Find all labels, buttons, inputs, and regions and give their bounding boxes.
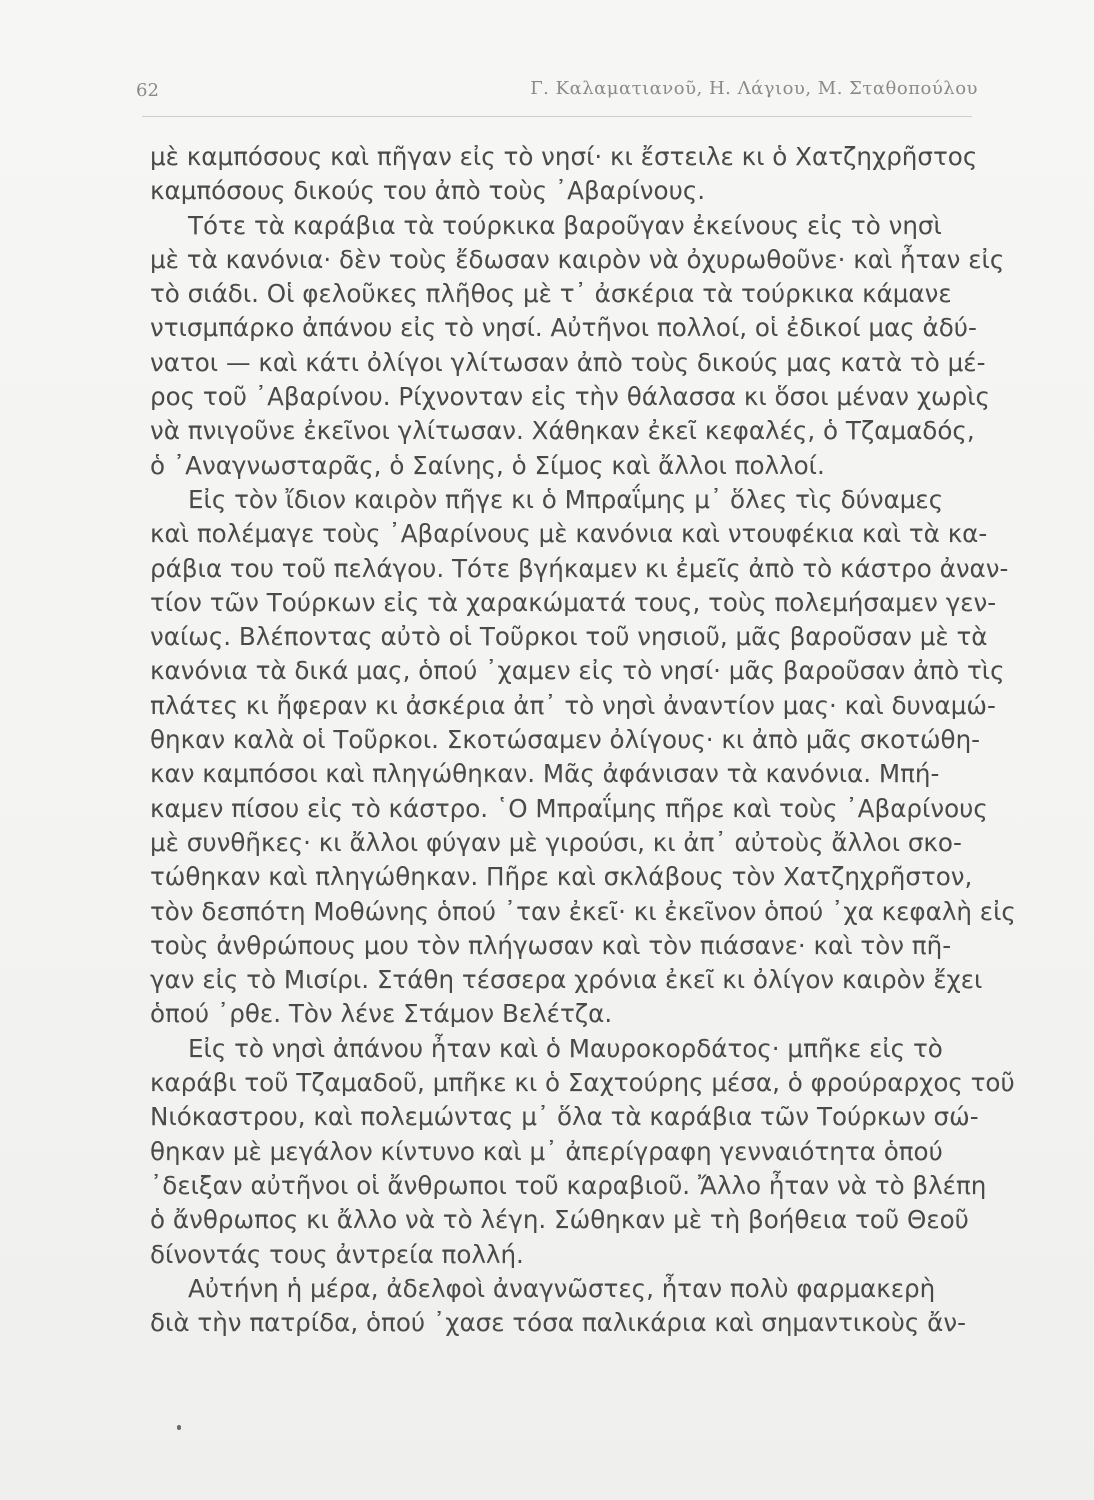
text-line: καν καμπόσοι καὶ πληγώθηκαν. Μᾶς ἀφάνισαν τὰ κανόνια. Μπή- bbox=[150, 759, 940, 789]
text-line: Εἰς τὸ νησὶ ἀπάνου ἦταν καὶ ὁ Μαυροκορδάτος· μπῆκε εἰς τὸ bbox=[188, 1033, 943, 1063]
text-line: νατοι — καὶ κάτι ὀλίγοι γλίτωσαν ἀπὸ τοὺς δικούς μας κατὰ τὸ μέ- bbox=[150, 347, 986, 377]
text-line: Εἰς τὸν ἴδιον καιρὸν πῆγε κι ὁ Μπραΐμης μ᾿ ὅλες τὶς δύναμες bbox=[188, 484, 944, 514]
text-line: Νιόκαστρου, καὶ πολεμώντας μ᾿ ὅλα τὰ καράβια τῶν Τούρκων σώ- bbox=[150, 1102, 979, 1132]
text-line: θηκαν μὲ μεγάλον κίντυνο καὶ μ᾿ ἀπερίγραφη γενναιότητα ὁπού bbox=[150, 1136, 943, 1166]
text-line: θηκαν καλὰ οἱ Τοῦρκοι. Σκοτώσαμεν ὀλίγους· κι ἀπὸ μᾶς σκοτώθη- bbox=[150, 725, 981, 755]
page-header bbox=[128, 72, 978, 112]
text-line: διὰ τὴν πατρίδα, ὁπού ᾿χασε τόσα παλικάρια καὶ σημαντικοὺς ἄν- bbox=[150, 1308, 966, 1338]
text-line: ρος τοῦ ᾿Αβαρίνου. Ρίχνονταν εἰς τὴν θάλασσα κι ὅσοι μέναν χωρὶς bbox=[150, 382, 990, 412]
text-line: νὰ πνιγοῦνε ἐκεῖνοι γλίτωσαν. Χάθηκαν ἐκεῖ κεφαλές, ὁ Τζαμαδός, bbox=[150, 416, 975, 446]
text-line: Τότε τὰ καράβια τὰ τούρκικα βαροῦγαν ἐκείνους εἰς τὸ νησὶ bbox=[188, 210, 942, 240]
running-head: Γ. Καλαματιανοῦ, Η. Λάγιου, Μ. Σταθοπούλου bbox=[530, 78, 978, 99]
text-line: μὲ συνθῆκες· κι ἄλλοι φύγαν μὲ γιρούσι, κι ἀπ᾿ αὐτοὺς ἄλλοι σκο- bbox=[150, 827, 962, 857]
text-line: καμπόσους δικούς του ἀπὸ τοὺς ᾿Αβαρίνους. bbox=[150, 176, 706, 206]
text-line: ᾿δειξαν αὐτῆνοι οἱ ἄνθρωποι τοῦ καραβιοῦ. Ἄλλο ἦταν νὰ τὸ βλέπη bbox=[150, 1170, 987, 1200]
text-line: ὁ ᾿Αναγνωσταρᾶς, ὁ Σαίνης, ὁ Σίμος καὶ ἄλλοι πολλοί. bbox=[150, 450, 825, 480]
text-line: ὁ ἄνθρωπος κι ἄλλο νὰ τὸ λέγη. Σώθηκαν μὲ τὴ βοήθεια τοῦ Θεοῦ bbox=[150, 1205, 969, 1235]
text-line: τοὺς ἀνθρώπους μου τὸν πλήγωσαν καὶ τὸν πιάσανε· καὶ τὸν πῆ- bbox=[150, 930, 952, 960]
text-line: τὸν δεσπότη Μοθώνης ὁπού ᾿ταν ἐκεῖ· κι ἐκεῖνον ὁπού ᾿χα κεφαλὴ εἰς bbox=[150, 896, 1016, 926]
text-line: δίνοντάς τους ἀντρεία πολλή. bbox=[150, 1239, 524, 1269]
text-line: τώθηκαν καὶ πληγώθηκαν. Πῆρε καὶ σκλάβους τὸν Χατζηχρῆστον, bbox=[150, 862, 973, 892]
text-line: τὸ σιάδι. Οἱ φελοῦκες πλῆθος μὲ τ᾿ ἀσκέρια τὰ τούρκικα κάμανε bbox=[150, 279, 952, 309]
ink-speck bbox=[177, 1425, 181, 1430]
text-line: πλάτες κι ἤφεραν κι ἀσκέρια ἀπ᾿ τὸ νησὶ ἀναντίον μας· καὶ δυναμώ- bbox=[150, 690, 996, 720]
text-line: καράβι τοῦ Τζαμαδοῦ, μπῆκε κι ὁ Σαχτούρης μέσα, ὁ φρούραρχος τοῦ bbox=[150, 1068, 1015, 1098]
text-line: Αὐτήνη ἡ μέρα, ἀδελφοὶ ἀναγνῶστες, ἦταν πολὺ φαρμακερὴ bbox=[188, 1273, 936, 1303]
text-line: ντισμπάρκο ἀπάνου εἰς τὸ νησί. Αὐτῆνοι πολλοί, οἱ ἐδικοί μας ἀδύ- bbox=[150, 313, 977, 343]
text-line: τίον τῶν Τούρκων εἰς τὰ χαρακώματά τους, τοὺς πολεμήσαμεν γεν- bbox=[150, 587, 997, 617]
text-line: γαν εἰς τὸ Μισίρι. Στάθη τέσσερα χρόνια ἐκεῖ κι ὀλίγον καιρὸν ἔχει bbox=[150, 965, 983, 995]
text-line: κανόνια τὰ δικά μας, ὁπού ᾿χαμεν εἰς τὸ νησί· μᾶς βαροῦσαν ἀπὸ τὶς bbox=[150, 656, 1005, 686]
header-rule bbox=[142, 116, 972, 117]
text-line: ναίως. Βλέποντας αὐτὸ οἱ Τοῦρκοι τοῦ νησιοῦ, μᾶς βαροῦσαν μὲ τὰ bbox=[150, 622, 988, 652]
text-line: καὶ πολέμαγε τοὺς ᾿Αβαρίνους μὲ κανόνια καὶ ντουφέκια καὶ τὰ κα- bbox=[150, 519, 988, 549]
text-line: ράβια του τοῦ πελάγου. Τότε βγήκαμεν κι ἐμεῖς ἀπὸ τὸ κάστρο ἀναν- bbox=[150, 553, 1009, 583]
text-line: καμεν πίσου εἰς τὸ κάστρο. ῾Ο Μπραΐμης πῆρε καὶ τοὺς ᾿Αβαρίνους bbox=[150, 793, 988, 823]
text-line: μὲ τὰ κανόνια· δὲν τοὺς ἔδωσαν καιρὸν νὰ ὀχυρωθοῦνε· καὶ ἦταν εἰς bbox=[150, 244, 1005, 274]
body-text bbox=[150, 140, 1016, 1340]
text-line: ὁπού ᾿ρθε. Τὸν λένε Στάμον Βελέτζα. bbox=[150, 999, 613, 1029]
text-line: μὲ καμπόσους καὶ πῆγαν εἰς τὸ νησί· κι ἔστειλε κι ὁ Χατζηχρῆστος bbox=[150, 142, 978, 171]
page-number: 62 bbox=[136, 80, 159, 101]
